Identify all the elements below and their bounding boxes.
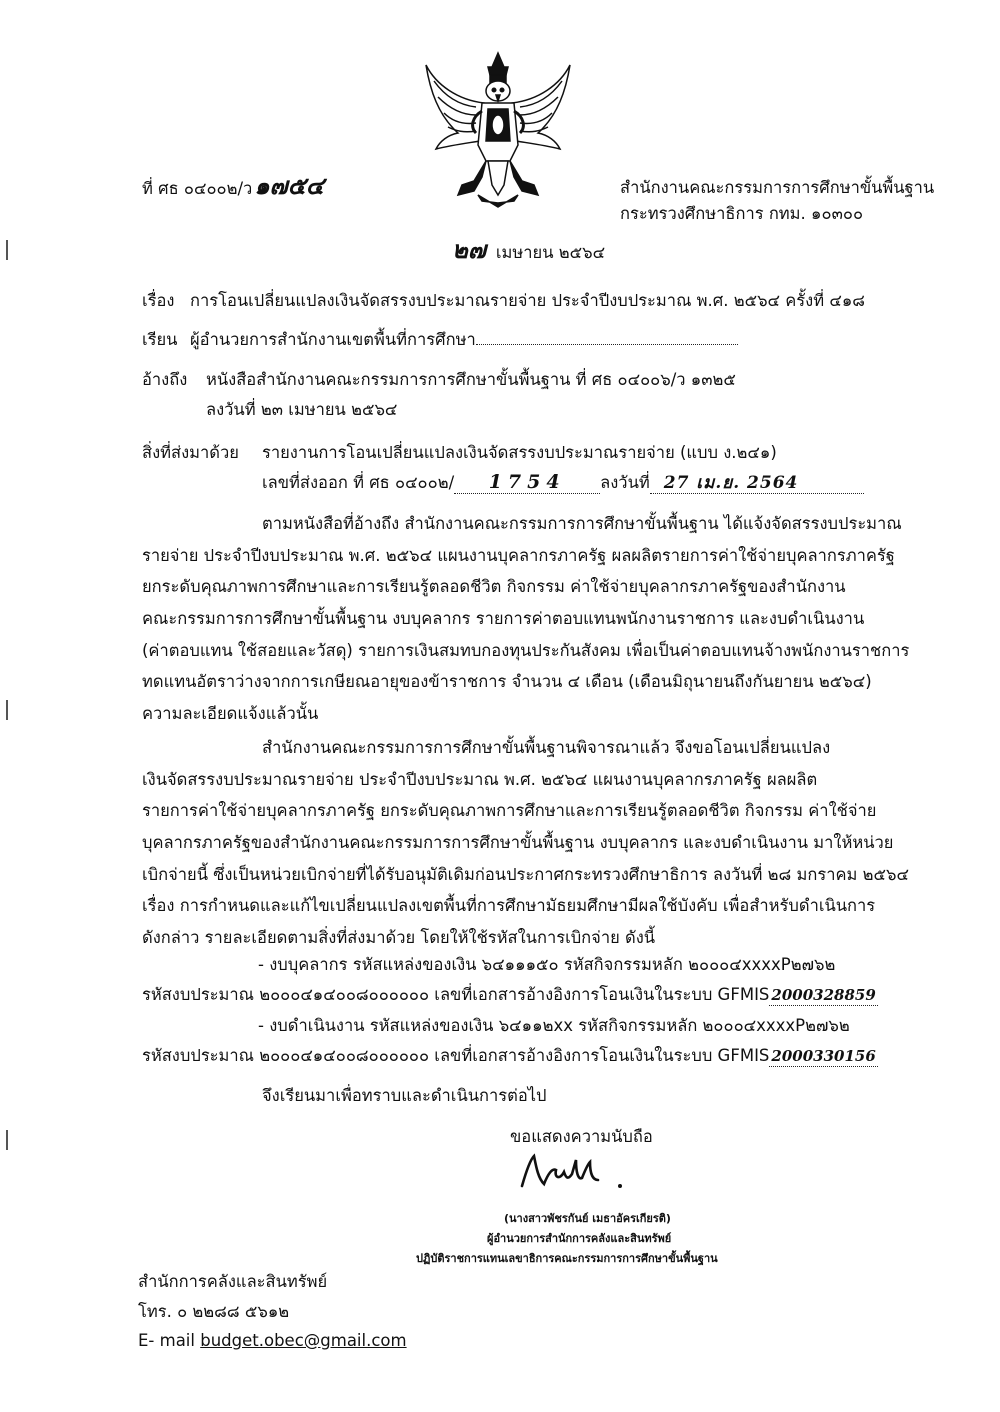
doc-number-handwritten: ๑๗๕๔	[254, 171, 324, 200]
paragraph-line: ดังกล่าว รายละเอียดตามสิ่งที่ส่งมาด้วย โดยให้ใช้รหัสในการเบิกจ่าย ดังนี้	[142, 928, 656, 948]
paragraph-line: รายการค่าใช้จ่ายบุคลากรภาครัฐ ยกระดับคุณภาพการศึกษาและการเรียนรู้ตลอดชีวิต กิจกรรม ค่าใช้จ่าย	[142, 801, 877, 821]
paragraph-line: เรื่อง การกำหนดและแก้ไขเปลี่ยนแปลงเขตพื้นที่การศึกษามัธยมศึกษามีผลใช้บังคับ เพื่อสำหรับดำเนินการ	[142, 896, 876, 916]
doc-number: ที่ ศธ ๐๔๐๐๒/ว๑๗๕๔	[142, 171, 324, 200]
body-paragraph-2	[142, 732, 922, 954]
scan-mark	[6, 1130, 8, 1150]
paragraph-line: ทดแทนอัตราว่างจากการเกษียณอายุของข้าราชการ จำนวน ๔ เดือน (เดือนมิถุนายนถึงกันยายน ๒๕๖๔)	[142, 672, 872, 692]
gfmis-ref-2: 2000330156	[771, 1047, 876, 1065]
footer-phone: โทร. ๐ ๒๒๘๘ ๕๖๑๒	[138, 1302, 290, 1321]
signer-title-1: ผู้อำนวยการสำนักการคลังและสินทรัพย์	[487, 1232, 672, 1245]
paragraph-line: คณะกรรมการการศึกษาขั้นพื้นฐาน งบบุคลากร รายการค่าตอบแทนพนักงานราชการ และงบดำเนินงาน	[142, 609, 865, 629]
scan-mark	[6, 700, 8, 720]
fill-in-line	[476, 330, 738, 345]
reference-label: อ้างถึง	[142, 370, 188, 389]
letter-date: ๒๗ เมษายน ๒๕๖๔	[452, 235, 606, 264]
footer-email: E- mail budget.obec@gmail.com	[138, 1331, 407, 1350]
paragraph-line: เบิกจ่ายนี้ ซึ่งเป็นหน่วยเบิกจ่ายที่ได้รับอนุมัติเดิมก่อนประกาศกระทรวงศึกษาธิการ ลงวันที่ ๒๘ มกราคม ๒๕๖๔	[142, 864, 909, 884]
signer-title-2: ปฏิบัติราชการแทนเลขาธิการคณะกรรมการการศึกษาขั้นพื้นฐาน	[416, 1252, 718, 1265]
org-name: สำนักงานคณะกรรมการการศึกษาขั้นพื้นฐาน	[620, 178, 935, 197]
subject-label: เรื่อง	[142, 291, 175, 310]
enclosure-line1: รายงานการโอนเปลี่ยนแปลงเงินจัดสรรงบประมาณรายจ่าย (แบบ ง.๒๔๑)	[262, 443, 777, 462]
gfmis-ref-1: 2000328859	[771, 986, 876, 1004]
closing-line: จึงเรียนมาเพื่อทราบและดำเนินการต่อไป	[262, 1086, 547, 1105]
org-address: กระทรวงศึกษาธิการ กทม. ๑๐๓๐๐	[620, 204, 864, 223]
signature-image	[516, 1150, 626, 1196]
paragraph-line: ตามหนังสือที่อ้างถึง สำนักงานคณะกรรมการการศึกษาขั้นพื้นฐาน ได้แจ้งจัดสรรงบประมาณ	[262, 514, 902, 533]
sent-date-field: 27 เม.ย. 2564	[650, 473, 864, 494]
regards: ขอแสดงความนับถือ	[510, 1127, 653, 1146]
paragraph-line: เงินจัดสรรงบประมาณรายจ่าย ประจำปีงบประมาณ พ.ศ. ๒๕๖๔ แผนงานบุคลากรภาครัฐ ผลผลิต	[142, 769, 818, 789]
signer-name: (นางสาวพัชรกันย์ เมธาอัครเกียรติ)	[504, 1212, 671, 1225]
sent-number-field: 1754	[454, 472, 600, 494]
paragraph-line: (ค่าตอบแทน ใช้สอยและวัสดุ) รายการเงินสมทบกองทุนประกันสังคม เพื่อเป็นค่าตอบแทนจ้างพนักงานราชการ	[142, 640, 910, 660]
budget-item-2-line1: - งบดำเนินงาน รหัสแหล่งของเงิน ๖๔๑๑๒xx รหัสกิจกรรมหลัก ๒๐๐๐๔xxxxP๒๗๖๒	[258, 1016, 850, 1035]
paragraph-line: ยกระดับคุณภาพการศึกษาและการเรียนรู้ตลอดชีวิต กิจกรรม ค่าใช้จ่ายบุคลากรภาครัฐของสำนักงาน	[142, 577, 846, 597]
footer-office: สำนักการคลังและสินทรัพย์	[138, 1272, 328, 1291]
paragraph-line: ความละเอียดแจ้งแล้วนั้น	[142, 704, 319, 724]
paragraph-line: รายจ่าย ประจำปีงบประมาณ พ.ศ. ๒๕๖๔ แผนงานบุคลากรภาครัฐ ผลผลิตรายการค่าใช้จ่ายบุคลากรภาครัฐ	[142, 545, 895, 565]
budget-item-1-line1: - งบบุคลากร รหัสแหล่งของเงิน ๖๔๑๑๑๕๐ รหัสกิจกรรมหลัก ๒๐๐๐๔xxxxP๒๗๖๒	[258, 955, 836, 974]
to-text: ผู้อำนวยการสำนักงานเขตพื้นที่การศึกษา	[190, 330, 738, 350]
budget-item-1-line2: รหัสงบประมาณ ๒๐๐๐๔๑๔๐๐๘๐๐๐๐๐๐ เลขที่เอกสารอ้างอิงการโอนเงินในระบบ GFMIS 2000328859	[142, 985, 876, 1004]
body-paragraph-1	[142, 508, 922, 730]
scan-mark	[6, 240, 8, 260]
to-label: เรียน	[142, 330, 178, 349]
garuda-emblem-icon	[418, 45, 578, 210]
date-handwritten: ๒๗	[452, 235, 486, 264]
enclosure-label: สิ่งที่ส่งมาด้วย	[142, 443, 239, 462]
paragraph-line: สำนักงานคณะกรรมการการศึกษาขั้นพื้นฐานพิจารณาแล้ว จึงขอโอนเปลี่ยนแปลง	[262, 738, 831, 757]
paragraph-line: บุคลากรภาครัฐของสำนักงานคณะกรรมการการศึกษาขั้นพื้นฐาน งบบุคลากร และงบดำเนินงาน มาให้หน่วย	[142, 833, 894, 853]
reference-line2: ลงวันที่ ๒๓ เมษายน ๒๕๖๔	[206, 400, 398, 419]
email-link[interactable]: budget.obec@gmail.com	[200, 1331, 407, 1350]
reference-line1: หนังสือสำนักงานคณะกรรมการการศึกษาขั้นพื้นฐาน ที่ ศธ ๐๔๐๐๖/ว ๑๓๒๕	[206, 370, 736, 389]
enclosure-sent-line: เลขที่ส่งออก ที่ ศธ ๐๔๐๐๒/ 1754 ลงวันที่ 27 เม.ย. 2564	[262, 472, 864, 494]
subject-text: การโอนเปลี่ยนแปลงเงินจัดสรรงบประมาณรายจ่าย ประจำปีงบประมาณ พ.ศ. ๒๕๖๔ ครั้งที่ ๔๑๘	[190, 291, 866, 310]
budget-item-2-line2: รหัสงบประมาณ ๒๐๐๐๔๑๔๐๐๘๐๐๐๐๐๐ เลขที่เอกสารอ้างอิงการโอนเงินในระบบ GFMIS 2000330156	[142, 1046, 876, 1065]
